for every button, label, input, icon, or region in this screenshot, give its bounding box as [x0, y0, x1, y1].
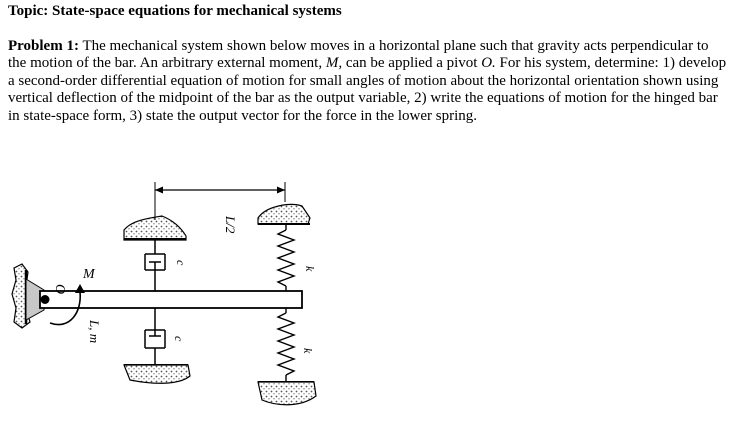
problem-text-3: For his system, determine: 1) develop a second-order differential equation of motion for small angles of motion about the horizontal orientation shown using vertical deflection of the midpoint of the bar as the output variable, 2) write the equations of motion for the hinged bar in state-space form, 3) state the output vector for the force in the lower spring. — [8, 55, 727, 124]
lower-spring-ground — [258, 382, 316, 405]
upper-damper — [145, 240, 165, 291]
upper-spring-label: k — [303, 266, 317, 272]
lower-damper — [145, 308, 165, 364]
problem-statement — [8, 38, 730, 125]
mechanical-system-figure — [0, 160, 340, 421]
lower-damper-label: c — [172, 336, 186, 342]
pivot-symbol: O. — [481, 55, 496, 72]
pivot-label: O — [52, 284, 67, 295]
lower-damper-ground — [124, 365, 190, 383]
lower-spring-label: k — [301, 348, 315, 354]
moment-label: M — [83, 267, 95, 282]
problem-label: Problem 1: — [8, 38, 79, 54]
lower-spring — [278, 308, 294, 382]
half-length-label: L/2 — [223, 216, 238, 234]
upper-spring-ground — [258, 205, 310, 225]
upper-spring — [278, 224, 294, 291]
problem-text-2: can be applied a pivot — [342, 55, 482, 72]
figure-drawing — [0, 160, 340, 421]
topic-heading: Topic: State-space equations for mechanical systems — [8, 3, 342, 19]
problem-text-1: The mechanical system shown below moves in a horizontal plane such that gravity acts perpendicular to the motion of the bar. An arbitrary external moment, — [8, 38, 709, 72]
moment-symbol: M, — [325, 55, 343, 72]
pivot-pin — [41, 295, 50, 304]
upper-damper-label: c — [174, 260, 188, 266]
bar-length-mass-label: L, m — [87, 320, 102, 344]
